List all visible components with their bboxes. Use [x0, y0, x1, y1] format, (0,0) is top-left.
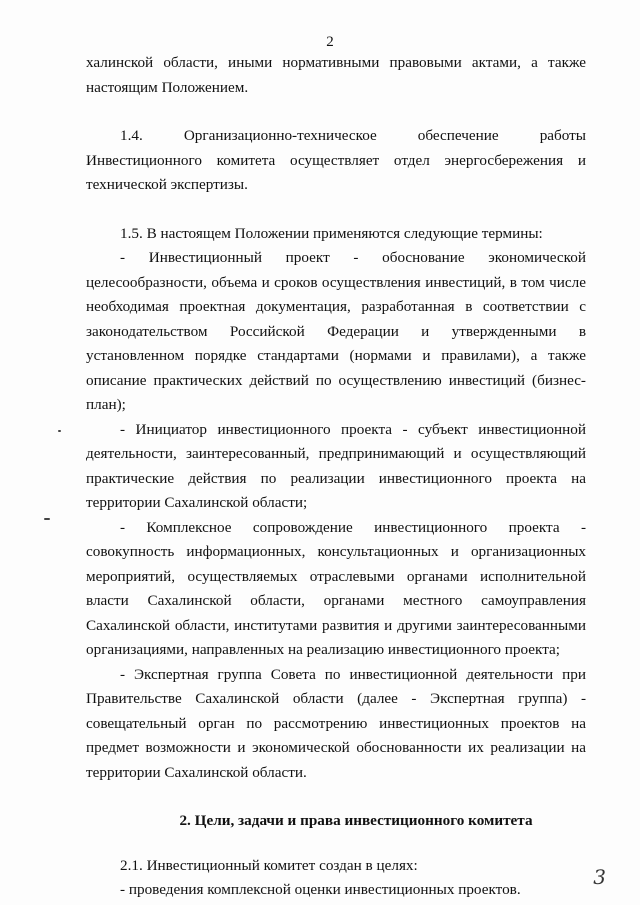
term-expert-group: - Экспертная группа Совета по инвестиционной деятельности при Правительстве Сахалинской области (далее - Экспертная группа) - совещательный орган по рассмотрению инвестиционных проектов на предмет возможности и экономической обоснованности их реализации на территории Сахалинской области.: [86, 665, 586, 781]
paragraph-continuation: халинской области, иными нормативными правовыми актами, а также настоящим Положением.: [86, 54, 586, 96]
list-item-complex-assessment: - проведения комплексной оценки инвестиционных проектов.: [120, 881, 521, 898]
paragraph-1-5: 1.5. В настоящем Положении применяются следующие термины:: [120, 224, 543, 242]
document-body: [86, 51, 586, 903]
paragraph-2-1: 2.1. Инвестиционный комитет создан в целях:: [120, 856, 418, 874]
scan-speck: [58, 430, 61, 432]
section-heading: 2. Цели, задачи и права инвестиционного комитета: [179, 812, 533, 829]
scan-speck: [44, 518, 50, 520]
term-investment-project: - Инвестиционный проект - обоснование экономической целесообразности, объема и сроков осуществления инвестиций, в том числе необходимая проектная документация, разработанная в соответствии с законодательством Российской Федерации и утвержденными в установленном порядке стандартами (нормами и правилами), а также описание практических действий по осуществлению инвестиций (бизнес-план);: [86, 249, 586, 413]
term-complex-support: - Комплексное сопровождение инвестиционного проекта - совокупность информационных, консультационных и организационных мероприятий, осуществляемых отраслевыми органами исполнительной власти Сахалинской области, органами местного самоуправления Сахалинской области, институтами развития и другими заинтересованными организациями, направленных на реализацию инвестиционного проекта;: [86, 518, 586, 658]
handwritten-page-mark: 3: [593, 865, 606, 889]
paragraph-1-4: 1.4. Организационно-техническое обеспечение работы Инвестиционного комитета осуществляет отдел энергосбережения и технической экспертизы.: [86, 127, 586, 193]
term-project-initiator: - Инициатор инвестиционного проекта - субъект инвестиционной деятельности, заинтересованный, предпринимающий и осуществляющий практические действия по реализации инвестиционного проекта на территории Сахалинской области;: [86, 420, 586, 511]
page-number: 2: [326, 34, 334, 50]
